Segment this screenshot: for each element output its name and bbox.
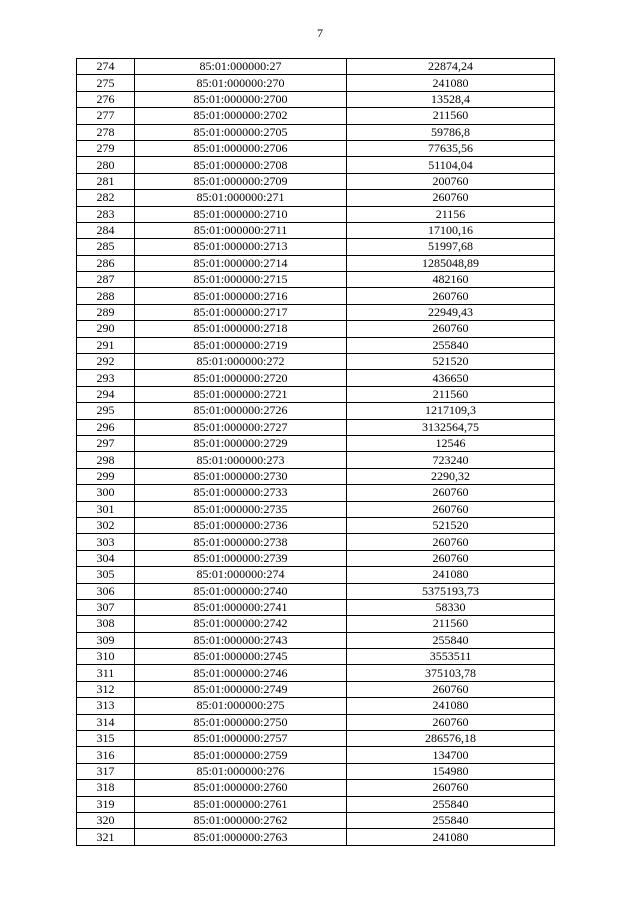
- row-number-cell: 304: [77, 550, 135, 566]
- cadastral-value-cell: 286576,18: [347, 731, 555, 747]
- row-number-cell: 292: [77, 354, 135, 370]
- table-row: [77, 403, 555, 419]
- cadastral-number-cell: 85:01:000000:2738: [135, 534, 347, 550]
- table-row: [77, 714, 555, 730]
- table-row: [77, 222, 555, 238]
- cadastral-value-cell: 154980: [347, 763, 555, 779]
- table-row: [77, 59, 555, 75]
- row-number-cell: 277: [77, 108, 135, 124]
- table-row: [77, 75, 555, 91]
- cadastral-number-cell: 85:01:000000:2716: [135, 288, 347, 304]
- table-row: [77, 747, 555, 763]
- cadastral-value-cell: 21156: [347, 206, 555, 222]
- cadastral-value-cell: 260760: [347, 714, 555, 730]
- table-row: [77, 780, 555, 796]
- row-number-cell: 303: [77, 534, 135, 550]
- table-row: [77, 255, 555, 271]
- cadastral-number-cell: 85:01:000000:2736: [135, 517, 347, 533]
- row-number-cell: 284: [77, 222, 135, 238]
- cadastral-number-cell: 85:01:000000:2759: [135, 747, 347, 763]
- row-number-cell: 315: [77, 731, 135, 747]
- cadastral-value-cell: 260760: [347, 321, 555, 337]
- table-row: [77, 206, 555, 222]
- cadastral-value-cell: 255840: [347, 337, 555, 353]
- row-number-cell: 320: [77, 812, 135, 828]
- table-body: [77, 59, 555, 846]
- row-number-cell: 295: [77, 403, 135, 419]
- cadastral-value-cell: 521520: [347, 517, 555, 533]
- cadastral-value-cell: 241080: [347, 567, 555, 583]
- cadastral-value-cell: 482160: [347, 272, 555, 288]
- cadastral-value-cell: 22949,43: [347, 304, 555, 320]
- table-row: [77, 468, 555, 484]
- row-number-cell: 289: [77, 304, 135, 320]
- cadastral-number-cell: 85:01:000000:2750: [135, 714, 347, 730]
- cadastral-number-cell: 85:01:000000:2721: [135, 386, 347, 402]
- cadastral-value-cell: 12546: [347, 435, 555, 451]
- row-number-cell: 313: [77, 698, 135, 714]
- table-row: [77, 173, 555, 189]
- row-number-cell: 305: [77, 567, 135, 583]
- row-number-cell: 280: [77, 157, 135, 173]
- cadastral-number-cell: 85:01:000000:27: [135, 59, 347, 75]
- table-row: [77, 616, 555, 632]
- table-row: [77, 272, 555, 288]
- cadastral-value-cell: 241080: [347, 75, 555, 91]
- table-row: [77, 91, 555, 107]
- cadastral-number-cell: 85:01:000000:271: [135, 190, 347, 206]
- cadastral-value-cell: 51104,04: [347, 157, 555, 173]
- cadastral-value-cell: 3553511: [347, 649, 555, 665]
- cadastral-value-cell: 260760: [347, 534, 555, 550]
- cadastral-value-cell: 255840: [347, 812, 555, 828]
- cadastral-number-cell: 85:01:000000:2757: [135, 731, 347, 747]
- cadastral-value-cell: 1217109,3: [347, 403, 555, 419]
- row-number-cell: 321: [77, 829, 135, 845]
- cadastral-value-cell: 134700: [347, 747, 555, 763]
- row-number-cell: 308: [77, 616, 135, 632]
- cadastral-number-cell: 85:01:000000:2742: [135, 616, 347, 632]
- cadastral-number-cell: 85:01:000000:2714: [135, 255, 347, 271]
- row-number-cell: 318: [77, 780, 135, 796]
- cadastral-number-cell: 85:01:000000:2760: [135, 780, 347, 796]
- row-number-cell: 319: [77, 796, 135, 812]
- table-row: [77, 239, 555, 255]
- table-row: [77, 386, 555, 402]
- row-number-cell: 281: [77, 173, 135, 189]
- table-row: [77, 731, 555, 747]
- cadastral-value-cell: 2290,32: [347, 468, 555, 484]
- row-number-cell: 293: [77, 370, 135, 386]
- table-row: [77, 567, 555, 583]
- cadastral-value-cell: 260760: [347, 485, 555, 501]
- cadastral-number-cell: 85:01:000000:2740: [135, 583, 347, 599]
- cadastral-number-cell: 85:01:000000:276: [135, 763, 347, 779]
- row-number-cell: 285: [77, 239, 135, 255]
- cadastral-number-cell: 85:01:000000:2706: [135, 140, 347, 156]
- table-row: [77, 452, 555, 468]
- cadastral-number-cell: 85:01:000000:2715: [135, 272, 347, 288]
- cadastral-number-cell: 85:01:000000:2713: [135, 239, 347, 255]
- cadastral-value-cell: 3132564,75: [347, 419, 555, 435]
- table-row: [77, 534, 555, 550]
- row-number-cell: 298: [77, 452, 135, 468]
- row-number-cell: 296: [77, 419, 135, 435]
- cadastral-value-cell: 260760: [347, 288, 555, 304]
- row-number-cell: 282: [77, 190, 135, 206]
- row-number-cell: 299: [77, 468, 135, 484]
- table-row: [77, 140, 555, 156]
- table-row: [77, 829, 555, 845]
- cadastral-number-cell: 85:01:000000:2735: [135, 501, 347, 517]
- cadastral-value-cell: 51997,68: [347, 239, 555, 255]
- row-number-cell: 301: [77, 501, 135, 517]
- table-row: [77, 419, 555, 435]
- cadastral-value-cell: 375103,78: [347, 665, 555, 681]
- cadastral-number-cell: 85:01:000000:2739: [135, 550, 347, 566]
- cadastral-number-cell: 85:01:000000:2702: [135, 108, 347, 124]
- cadastral-number-cell: 85:01:000000:2730: [135, 468, 347, 484]
- table-row: [77, 337, 555, 353]
- row-number-cell: 275: [77, 75, 135, 91]
- cadastral-value-cell: 521520: [347, 354, 555, 370]
- cadastral-number-cell: 85:01:000000:2729: [135, 435, 347, 451]
- cadastral-value-cell: 255840: [347, 796, 555, 812]
- row-number-cell: 294: [77, 386, 135, 402]
- cadastral-number-cell: 85:01:000000:2727: [135, 419, 347, 435]
- cadastral-value-cell: 241080: [347, 829, 555, 845]
- cadastral-number-cell: 85:01:000000:2700: [135, 91, 347, 107]
- row-number-cell: 307: [77, 599, 135, 615]
- row-number-cell: 302: [77, 517, 135, 533]
- cadastral-number-cell: 85:01:000000:2710: [135, 206, 347, 222]
- row-number-cell: 287: [77, 272, 135, 288]
- table-row: [77, 370, 555, 386]
- cadastral-value-cell: 59786,8: [347, 124, 555, 140]
- row-number-cell: 297: [77, 435, 135, 451]
- cadastral-number-cell: 85:01:000000:2709: [135, 173, 347, 189]
- cadastral-number-cell: 85:01:000000:2745: [135, 649, 347, 665]
- row-number-cell: 316: [77, 747, 135, 763]
- cadastral-number-cell: 85:01:000000:2763: [135, 829, 347, 845]
- row-number-cell: 291: [77, 337, 135, 353]
- cadastral-value-cell: 255840: [347, 632, 555, 648]
- row-number-cell: 317: [77, 763, 135, 779]
- cadastral-value-cell: 723240: [347, 452, 555, 468]
- row-number-cell: 312: [77, 681, 135, 697]
- table-row: [77, 517, 555, 533]
- row-number-cell: 279: [77, 140, 135, 156]
- table-row: [77, 435, 555, 451]
- table-row: [77, 763, 555, 779]
- cadastral-value-cell: 260760: [347, 681, 555, 697]
- table-row: [77, 190, 555, 206]
- row-number-cell: 276: [77, 91, 135, 107]
- cadastral-value-cell: 17100,16: [347, 222, 555, 238]
- cadastral-number-cell: 85:01:000000:273: [135, 452, 347, 468]
- table-row: [77, 649, 555, 665]
- cadastral-number-cell: 85:01:000000:2718: [135, 321, 347, 337]
- cadastral-value-cell: 211560: [347, 616, 555, 632]
- cadastral-value-table: [76, 58, 555, 846]
- cadastral-number-cell: 85:01:000000:2708: [135, 157, 347, 173]
- cadastral-number-cell: 85:01:000000:2705: [135, 124, 347, 140]
- cadastral-value-cell: 22874,24: [347, 59, 555, 75]
- cadastral-number-cell: 85:01:000000:2726: [135, 403, 347, 419]
- row-number-cell: 283: [77, 206, 135, 222]
- table-row: [77, 354, 555, 370]
- cadastral-value-cell: 211560: [347, 386, 555, 402]
- cadastral-value-cell: 260760: [347, 501, 555, 517]
- cadastral-value-cell: 200760: [347, 173, 555, 189]
- row-number-cell: 278: [77, 124, 135, 140]
- row-number-cell: 300: [77, 485, 135, 501]
- cadastral-number-cell: 85:01:000000:2717: [135, 304, 347, 320]
- cadastral-number-cell: 85:01:000000:2741: [135, 599, 347, 615]
- table-row: [77, 321, 555, 337]
- table-row: [77, 550, 555, 566]
- cadastral-number-cell: 85:01:000000:2743: [135, 632, 347, 648]
- table-row: [77, 599, 555, 615]
- cadastral-value-cell: 5375193,73: [347, 583, 555, 599]
- cadastral-value-cell: 436650: [347, 370, 555, 386]
- cadastral-number-cell: 85:01:000000:2746: [135, 665, 347, 681]
- row-number-cell: 288: [77, 288, 135, 304]
- table-row: [77, 157, 555, 173]
- row-number-cell: 306: [77, 583, 135, 599]
- cadastral-value-cell: 211560: [347, 108, 555, 124]
- table-row: [77, 124, 555, 140]
- table-row: [77, 698, 555, 714]
- table-row: [77, 796, 555, 812]
- cadastral-value-cell: 260760: [347, 190, 555, 206]
- row-number-cell: 309: [77, 632, 135, 648]
- row-number-cell: 311: [77, 665, 135, 681]
- table-row: [77, 583, 555, 599]
- cadastral-value-cell: 241080: [347, 698, 555, 714]
- cadastral-value-cell: 260760: [347, 550, 555, 566]
- table-row: [77, 812, 555, 828]
- cadastral-number-cell: 85:01:000000:2733: [135, 485, 347, 501]
- row-number-cell: 274: [77, 59, 135, 75]
- cadastral-number-cell: 85:01:000000:2761: [135, 796, 347, 812]
- table-row: [77, 108, 555, 124]
- table-row: [77, 501, 555, 517]
- cadastral-value-cell: 58330: [347, 599, 555, 615]
- page-number: 7: [317, 26, 323, 40]
- cadastral-value-cell: 13528,4: [347, 91, 555, 107]
- table-row: [77, 288, 555, 304]
- cadastral-number-cell: 85:01:000000:2720: [135, 370, 347, 386]
- cadastral-number-cell: 85:01:000000:2762: [135, 812, 347, 828]
- table-row: [77, 485, 555, 501]
- row-number-cell: 314: [77, 714, 135, 730]
- row-number-cell: 310: [77, 649, 135, 665]
- table-row: [77, 304, 555, 320]
- cadastral-value-cell: 260760: [347, 780, 555, 796]
- table-row: [77, 681, 555, 697]
- row-number-cell: 290: [77, 321, 135, 337]
- row-number-cell: 286: [77, 255, 135, 271]
- cadastral-number-cell: 85:01:000000:274: [135, 567, 347, 583]
- cadastral-number-cell: 85:01:000000:2749: [135, 681, 347, 697]
- cadastral-value-cell: 77635,56: [347, 140, 555, 156]
- table-row: [77, 665, 555, 681]
- cadastral-number-cell: 85:01:000000:272: [135, 354, 347, 370]
- cadastral-value-cell: 1285048,89: [347, 255, 555, 271]
- cadastral-number-cell: 85:01:000000:270: [135, 75, 347, 91]
- cadastral-number-cell: 85:01:000000:2711: [135, 222, 347, 238]
- cadastral-number-cell: 85:01:000000:2719: [135, 337, 347, 353]
- table-row: [77, 632, 555, 648]
- cadastral-number-cell: 85:01:000000:275: [135, 698, 347, 714]
